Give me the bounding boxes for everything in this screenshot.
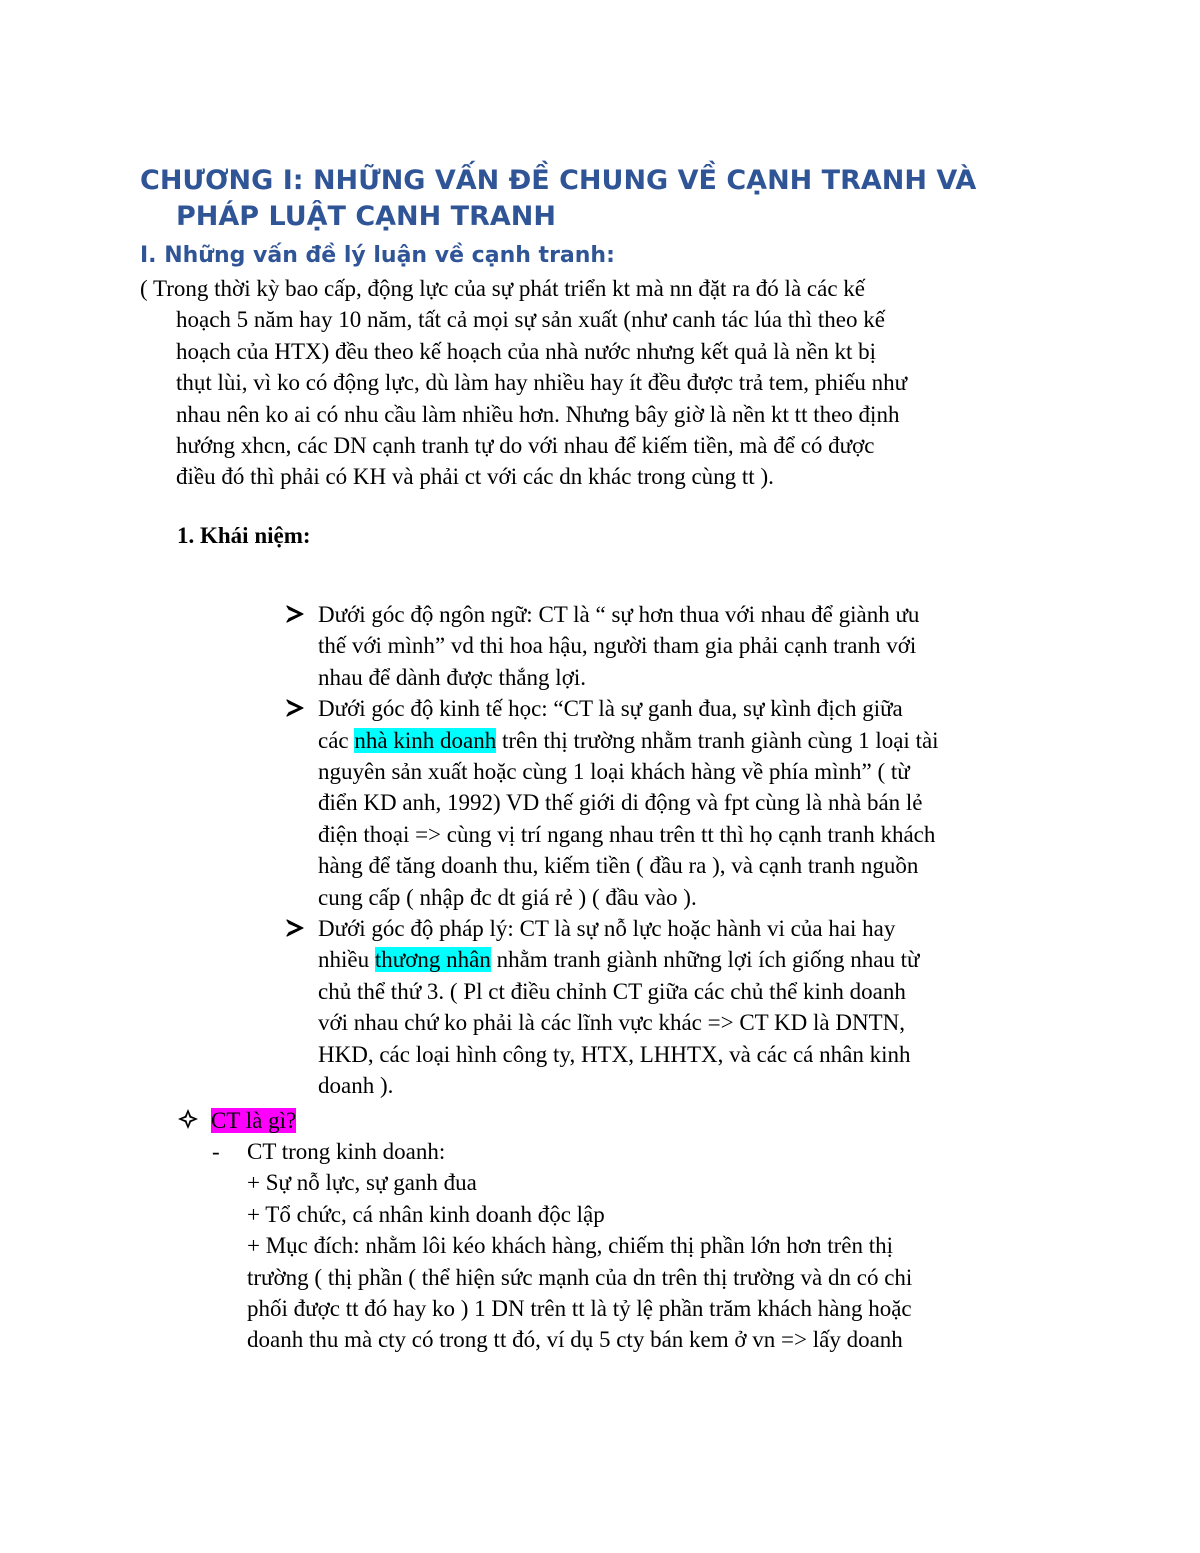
list-line: doanh thu mà cty có trong tt đó, ví dụ 5 cty bán kem ở vn => lấy doanh bbox=[247, 1327, 903, 1353]
highlighted-term: nhà kinh doanh bbox=[354, 727, 497, 753]
chapter-heading-line-2: PHÁP LUẬT CẠNH TRANH bbox=[176, 201, 556, 232]
list-line: + Mục đích: nhằm lôi kéo khách hàng, chiếm thị phần lớn hơn trên thị bbox=[247, 1233, 894, 1259]
bullet-line: Dưới góc độ ngôn ngữ: CT là “ sự hơn thua với nhau để giành ưu bbox=[318, 602, 920, 627]
bullet-line: chủ thể thứ 3. ( Pl ct điều chỉnh CT giữa các chủ thể kinh doanh bbox=[318, 978, 906, 1004]
bullet-text: nhiều bbox=[318, 947, 375, 973]
business-competition-list bbox=[247, 1136, 1067, 1356]
chapter-heading-line-1: CHƯƠNG I: NHỮNG VẤN ĐỀ CHUNG VỀ CẠNH TRANH VÀ bbox=[140, 165, 977, 196]
bullet-text: nhằm tranh giành những lợi ích giống nhau từ bbox=[490, 947, 920, 973]
list-line: phối được tt đó hay ko ) 1 DN trên tt là tỷ lệ phần trăm khách hàng hoặc bbox=[247, 1296, 912, 1322]
intro-line: nhau nên ko ai có nhu cầu làm nhiều hơn. Nhưng bây giờ là nền kt tt theo định bbox=[176, 401, 900, 427]
intro-line: ( Trong thời kỳ bao cấp, động lực của sự phát triển kt mà nn đặt ra đó là các kế bbox=[140, 276, 865, 301]
section-heading: I. Những vấn đề lý luận về cạnh tranh: bbox=[140, 243, 615, 268]
bullet-line bbox=[318, 725, 1084, 756]
bullet-line: hàng để tăng doanh thu, kiếm tiền ( đầu ra ), và cạnh tranh nguồn bbox=[318, 853, 919, 879]
bullet-line: điện thoại => cùng vị trí ngang nhau trên tt thì họ cạnh tranh khách bbox=[318, 821, 936, 847]
highlighted-term: thương nhân bbox=[374, 947, 491, 973]
dash-marker: - bbox=[212, 1139, 220, 1164]
bullet-line: điển KD anh, 1992) VD thế giới di động và fpt cùng là nhà bán lẻ bbox=[318, 790, 923, 816]
definition-legal bbox=[284, 913, 1084, 1101]
bullet-line bbox=[318, 944, 1084, 975]
arrow-bullet-icon bbox=[284, 696, 306, 720]
concept-heading: 1. Khái niệm: bbox=[177, 523, 311, 548]
bullet-line: với nhau chứ ko phải là các lĩnh vực khác => CT KD là DNTN, bbox=[318, 1010, 905, 1036]
list-line: + Sự nỗ lực, sự ganh đua bbox=[247, 1170, 477, 1196]
definition-linguistic bbox=[284, 599, 1084, 693]
question-item bbox=[177, 1105, 296, 1136]
list-line: trường ( thị phần ( thể hiện sức mạnh của dn trên thị trường và dn có chi bbox=[247, 1264, 913, 1290]
bullet-line: Dưới góc độ kinh tế học: “CT là sự ganh đua, sự kình địch giữa bbox=[318, 696, 903, 722]
bullet-line: HKD, các loại hình công ty, HTX, LHHTX, và các cá nhân kinh bbox=[318, 1041, 911, 1067]
intro-line: hoạch 5 năm hay 10 năm, tất cả mọi sự sản xuất (như canh tác lúa thì theo kế bbox=[176, 307, 885, 333]
intro-line: hoạch của HTX) đều theo kế hoạch của nhà nước nhưng kết quả là nền kt bị bbox=[176, 338, 877, 364]
intro-line: điều đó thì phải có KH và phải ct với các dn khác trong cùng tt ). bbox=[176, 464, 774, 490]
list-line: + Tổ chức, cá nhân kinh doanh độc lập bbox=[247, 1201, 605, 1227]
intro-paragraph bbox=[140, 273, 1080, 493]
bullet-line: Dưới góc độ pháp lý: CT là sự nỗ lực hoặc hành vi của hai hay bbox=[318, 916, 896, 942]
definition-list bbox=[284, 599, 1084, 1102]
bullet-text: các bbox=[318, 727, 355, 753]
bullet-line: doanh ). bbox=[318, 1073, 394, 1099]
intro-line: hướng xhcn, các DN cạnh tranh tự do với nhau để kiếm tiền, mà để có được bbox=[176, 433, 875, 459]
definition-economic bbox=[284, 693, 1084, 913]
intro-line: thụt lùi, vì ko có động lực, dù làm hay nhiều hay ít đều được trả tem, phiếu như bbox=[176, 370, 908, 396]
list-line: CT trong kinh doanh: bbox=[247, 1139, 446, 1164]
chapter-heading bbox=[140, 163, 1080, 235]
arrow-bullet-icon bbox=[284, 916, 306, 940]
bullet-line: cung cấp ( nhập đc dt giá rẻ ) ( đầu vào ). bbox=[318, 884, 697, 910]
bullet-line: nguyên sản xuất hoặc cùng 1 loại khách hàng về phía mình” ( từ bbox=[318, 759, 910, 785]
bullet-line: thế với mình” vd thi hoa hậu, người tham gia phải cạnh tranh với bbox=[318, 633, 917, 659]
diamond-star-bullet-icon bbox=[177, 1108, 199, 1130]
arrow-bullet-icon bbox=[284, 602, 306, 626]
bullet-line: nhau để dành được thắng lợi. bbox=[318, 664, 587, 690]
bullet-text: trên thị trường nhằm tranh giành cùng 1 loại tài bbox=[496, 727, 939, 753]
question-label: CT là gì? bbox=[211, 1108, 297, 1133]
